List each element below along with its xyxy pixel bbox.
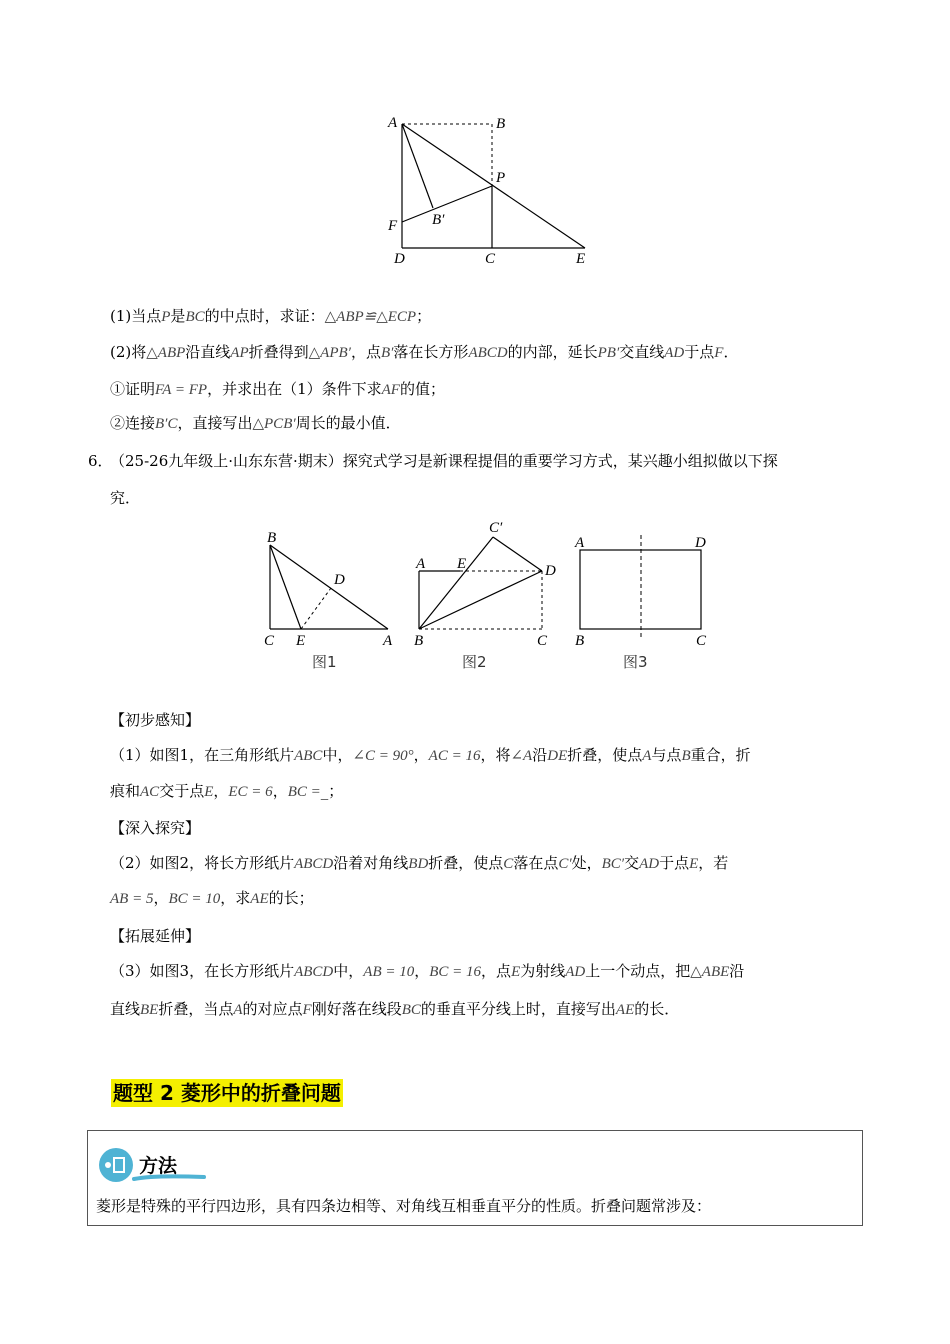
q6-p1-line1: （1）如图1，在三角形纸片ABC中，∠C = 90°，AC = 16，将∠A沿DE折叠，使点A与点B重合，折 [110,746,751,764]
heading-deep-exploration: 【深入探究】 [110,819,201,837]
heading-extension: 【拓展延伸】 [110,927,201,945]
q5-sub1: ①证明FA = FP，并求出在（1）条件下求AF的值； [110,380,445,398]
fig3-label-C: C [696,633,707,649]
q5-part1: (1)当点P是BC的中点时，求证：△ABP≌△ECP； [110,307,432,325]
fig1-label-D: D [334,572,345,588]
label-E: E [576,251,586,267]
label-F: F [388,218,398,234]
figure-row-q6 [255,515,725,675]
fig3-caption: 图3 [623,653,648,671]
fig1-label-A: A [383,633,393,649]
section-title: 题型 2 菱形中的折叠问题 [113,1081,341,1105]
method-bubble-icon [99,1148,133,1182]
fig3-label-B: B [575,633,585,649]
method-box [87,1130,863,1226]
label-B: B [496,116,506,132]
fig2-label-B: B [414,633,424,649]
fig3-label-A: A [575,535,585,551]
method-badge-label: 方法 [139,1155,178,1177]
fig2-label-E: E [457,556,467,572]
q5-sub2: ②连接B′C，直接写出△PCB′周长的最小值． [110,414,401,432]
figure-1 [270,545,388,629]
label-A: A [388,115,398,131]
fig3-label-D: D [695,535,706,551]
q5-part2: (2)将△ABP沿直线AP折叠得到△APB′，点B′落在长方形ABCD的内部，延长PB′交直线AD于点F． [110,343,739,361]
q6-p2-line2: AB = 5，BC = 10，求AE的长； [110,889,314,907]
fig2-caption: 图2 [462,653,487,671]
fig1-label-B: B [267,530,277,546]
fig1-label-C: C [264,633,275,649]
fig2-label-D: D [545,563,556,579]
q6-p1-line2: 痕和AC交于点E，EC = 6，BC =_； [110,782,344,800]
q6-intro-line2: 究． [110,489,141,507]
q6-intro-line1: （25-26九年级上·山东东营·期末）探究式学习是新课程提倡的重要学习方式，某兴趣小组拟做以下探 [110,452,778,470]
fig1-caption: 图1 [312,653,337,671]
method-badge [94,1145,214,1185]
label-D: D [394,251,405,267]
q6-p3-line1: （3）如图3，在长方形纸片ABCD中，AB = 10，BC = 16，点E为射线AD上一个动点，把△ABE沿 [110,962,745,980]
label-C: C [485,251,496,267]
q6-p2-line1: （2）如图2，将长方形纸片ABCD沿着对角线BD折叠，使点C落在点C′处，BC′交AD于点E，若 [110,854,729,872]
fig2-label-C-prime: C′ [489,520,503,536]
label-P: P [496,170,506,186]
figure-rectangle-fold [380,110,590,270]
q6-p3-line2: 直线BE折叠，当点A的对应点F刚好落在线段BC的垂直平分线上时，直接写出AE的长． [110,1000,680,1018]
method-text: 菱形是特殊的平行四边形，具有四条边相等、对角线互相垂直平分的性质。折叠问题常涉及： [96,1197,712,1215]
fig1-label-E: E [296,633,306,649]
figure-2 [419,537,542,629]
q6-number: 6． [88,452,113,470]
figure-3 [580,550,701,629]
fig2-label-A: A [416,556,426,572]
label-B-prime: B′ [432,212,445,228]
heading-initial-perception: 【初步感知】 [110,711,201,729]
fig2-label-C: C [537,633,548,649]
